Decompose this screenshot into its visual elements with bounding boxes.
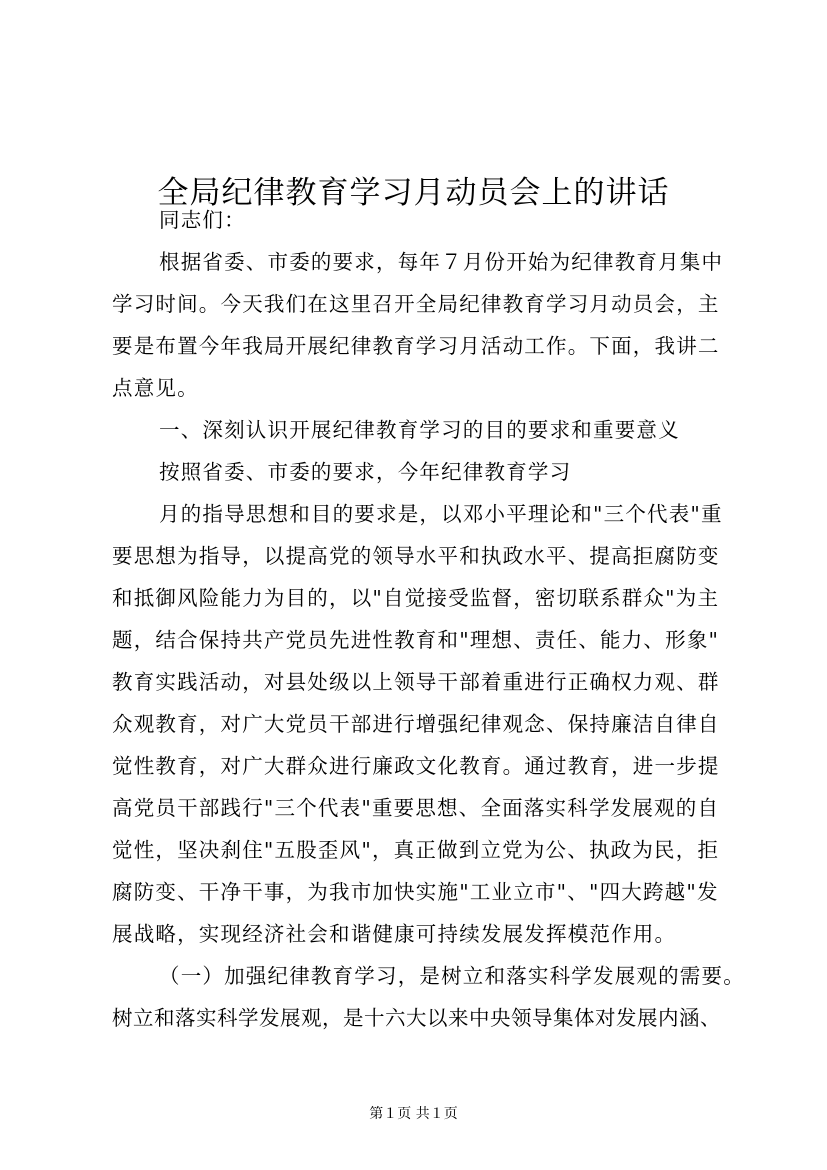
body-text-line: 教育实践活动，对县处级以上领导干部着重进行正确权力观、群 [112,670,720,694]
document-title: 全局纪律教育学习月动员会上的讲话 [157,174,670,211]
page-number-footer: 第１页 共１页 [369,1106,458,1122]
body-text-line: 众观教育，对广大党员干部进行增强纪律观念、保持廉洁自律自 [112,712,720,736]
section-heading: 一、深刻认识开展纪律教育学习的目的要求和重要意义 [159,418,680,442]
body-text-line: 觉性教育，对广大群众进行廉政文化教育。通过教育，进一步提 [112,754,720,778]
body-text-line: 展战略，实现经济社会和谐健康可持续发展发挥模范作用。 [112,922,677,946]
body-text-line: 按照省委、市委的要求，今年纪律教育学习 [159,460,572,484]
body-text-line: 根据省委、市委的要求，每年７月份开始为纪律教育月集中 [159,250,724,274]
body-text-line: 树立和落实科学发展观，是十六大以来中央领导集体对发展内涵、 [112,1006,721,1030]
body-text-line: 高党员干部践行"三个代表"重要思想、全面落实科学发展观的自 [112,796,720,820]
body-text-line: 要思想为指导，以提高党的领导水平和执政水平、提高拒腐防变 [112,544,720,568]
salutation-line: 同志们： [159,208,246,232]
body-text-line: 学习时间。今天我们在这里召开全局纪律教育学习月动员会，主 [112,292,720,316]
body-text-line: 要是布置今年我局开展纪律教育学习月活动工作。下面，我讲二 [112,334,720,358]
body-text-line: 觉性，坚决刹住"五股歪风"，真正做到立党为公、执政为民，拒 [112,838,720,862]
subsection-heading: （一）加强纪律教育学习，是树立和落实科学发展观的需要。 [159,964,745,988]
body-text-line: 题，结合保持共产党员先进性教育和"理想、责任、能力、形象" [112,628,720,652]
body-text-line: 点意见。 [112,376,199,400]
body-text-line: 腐防变、干净干事，为我市加快实施"工业立市"、"四大跨越"发 [112,880,719,904]
body-text-line: 和抵御风险能力为目的，以"自觉接受监督，密切联系群众"为主 [112,586,720,610]
body-text-line: 月的指导思想和目的要求是，以邓小平理论和"三个代表"重 [159,502,723,526]
